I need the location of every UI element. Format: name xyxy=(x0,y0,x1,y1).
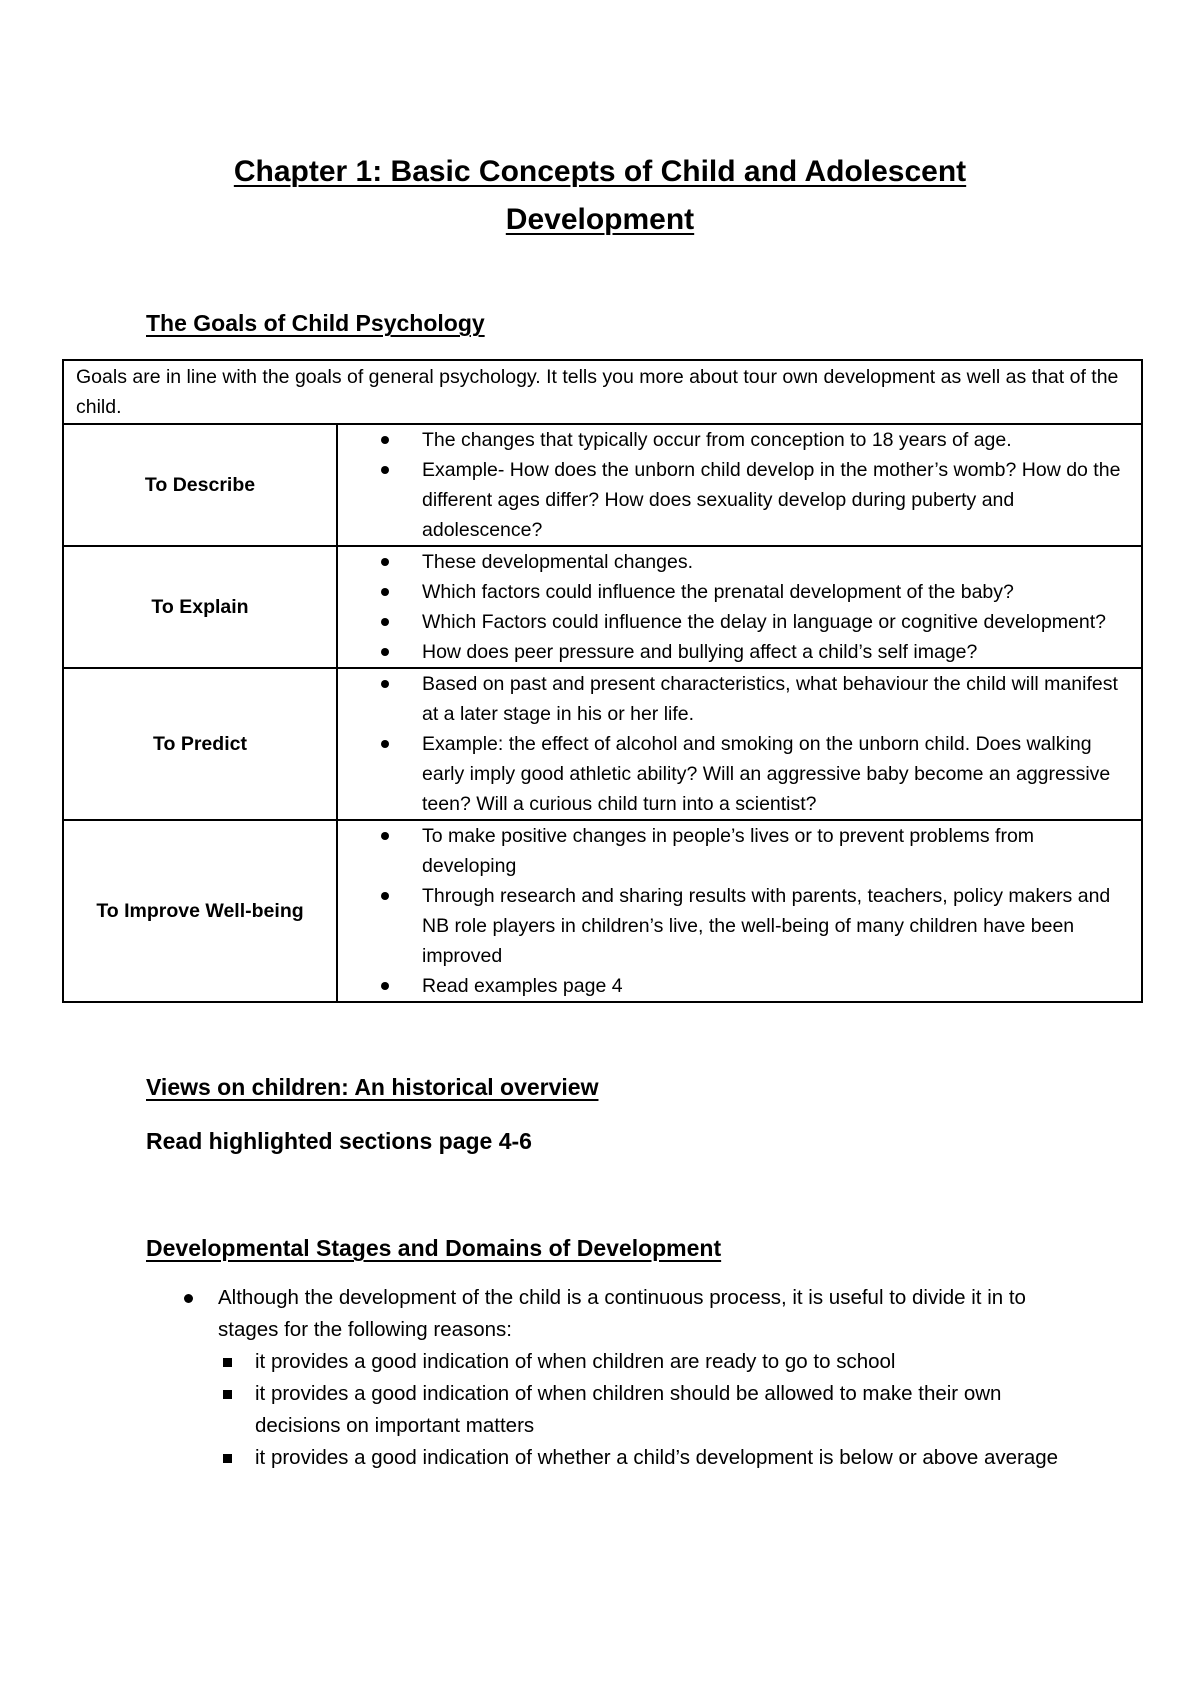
goal-point: Which Factors could influence the delay in language or cognitive development? xyxy=(338,607,1131,637)
goal-row-explain xyxy=(63,546,1142,668)
stages-main-point: Although the development of the child is a continuous process, it is useful to divide it in to stages for the following reasons: xyxy=(218,1286,1026,1341)
goal-label: To Improve Well-being xyxy=(63,820,337,1002)
stages-heading: Developmental Stages and Domains of Development xyxy=(146,1235,722,1261)
goal-row-predict xyxy=(63,668,1142,820)
goal-points xyxy=(337,546,1142,668)
goal-points xyxy=(337,820,1142,1002)
goal-point: Through research and sharing results with parents, teachers, policy makers and NB role players in children’s live, the well-being of many children have been improved xyxy=(338,881,1131,971)
goal-point: Which factors could influence the prenatal development of the baby? xyxy=(338,577,1131,607)
goal-point: Example- How does the unborn child develop in the mother’s womb? How do the different ages differ? How does sexuality develop during puberty and adolescence? xyxy=(338,455,1131,545)
views-note: Read highlighted sections page 4-6 xyxy=(146,1128,532,1154)
goal-point: To make positive changes in people’s lives or to prevent problems from developing xyxy=(338,821,1131,881)
goal-label: To Explain xyxy=(63,546,337,668)
goal-point: Read examples page 4 xyxy=(338,971,1131,1001)
goal-points xyxy=(337,668,1142,820)
goal-point: How does peer pressure and bullying affect a child’s self image? xyxy=(338,637,1131,667)
goals-intro: Goals are in line with the goals of general psychology. It tells you more about tour own development as well as that of the child. xyxy=(63,360,1142,424)
chapter-title-line-1: Chapter 1: Basic Concepts of Child and Adolescent xyxy=(233,155,967,188)
goal-label: To Predict xyxy=(63,668,337,820)
goal-row-improve xyxy=(63,820,1142,1002)
stages-list xyxy=(146,1282,1086,1474)
list-item: it provides a good indication of when children are ready to go to school xyxy=(218,1346,1086,1378)
goals-intro-row xyxy=(63,360,1142,424)
goal-label: To Describe xyxy=(63,424,337,546)
goals-table xyxy=(62,359,1143,1003)
list-item xyxy=(146,1282,1086,1474)
list-item: it provides a good indication of whether a child’s development is below or above average xyxy=(218,1442,1086,1474)
goal-points xyxy=(337,424,1142,546)
goals-heading: The Goals of Child Psychology xyxy=(146,310,485,336)
chapter-title xyxy=(0,148,1200,244)
goal-point: Example: the effect of alcohol and smoking on the unborn child. Does walking early imply good athletic ability? Will an aggressive baby become an aggressive teen? Will a curious child turn into a scientist? xyxy=(338,729,1131,819)
list-item: it provides a good indication of when children should be allowed to make their own decisions on important matters xyxy=(218,1378,1086,1442)
goal-point: These developmental changes. xyxy=(338,547,1131,577)
chapter-title-line-2: Development xyxy=(505,203,695,236)
goal-point: The changes that typically occur from conception to 18 years of age. xyxy=(338,425,1131,455)
goal-point: Based on past and present characteristics, what behaviour the child will manifest at a later stage in his or her life. xyxy=(338,669,1131,729)
views-heading: Views on children: An historical overview xyxy=(146,1074,599,1100)
goal-row-describe xyxy=(63,424,1142,546)
